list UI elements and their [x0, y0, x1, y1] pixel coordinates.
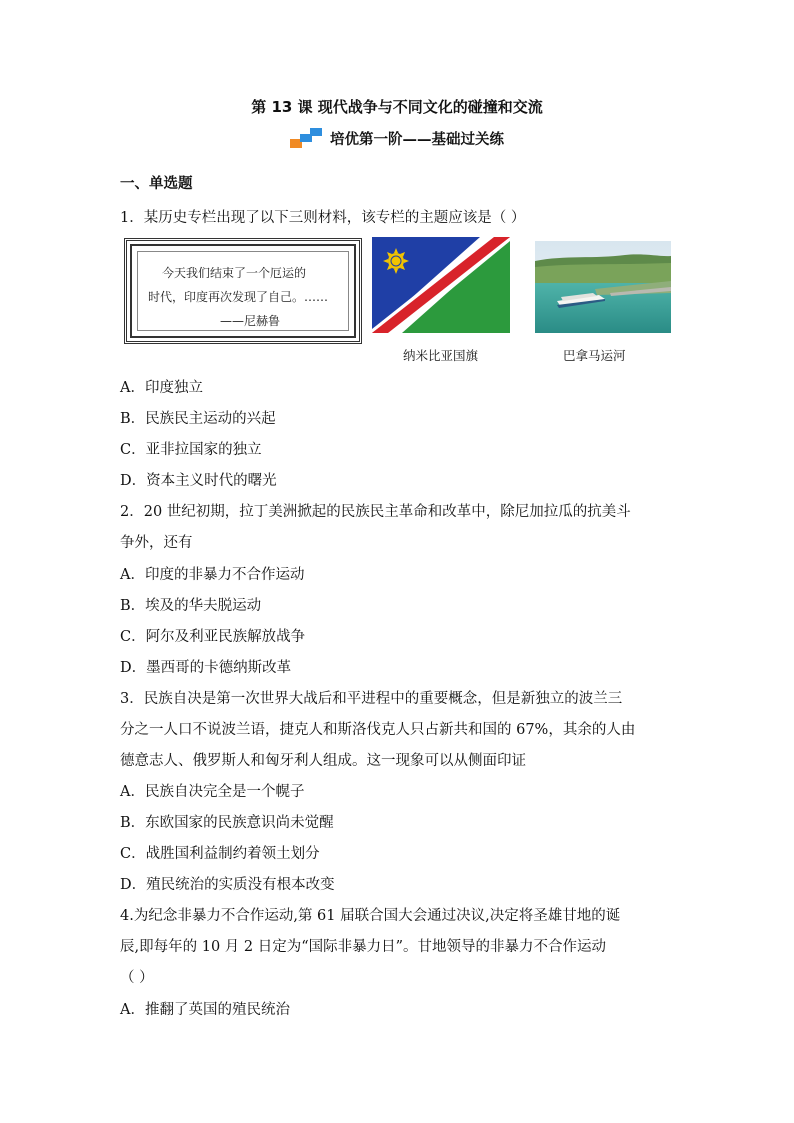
question-4-stem-line-3: （ ） [120, 970, 154, 986]
caption-panama-canal: 巴拿马运河 [563, 348, 626, 363]
question-4-option-a: A．推翻了英国的殖民统治 [120, 1002, 290, 1018]
question-2-option-d: D．墨西哥的卡德纳斯改革 [120, 660, 292, 676]
page-title: 第 13 课 现代战争与不同文化的碰撞和交流 [251, 98, 543, 116]
question-2-option-c: C．阿尔及利亚民族解放战争 [120, 629, 306, 645]
question-2-stem-line-1: 2．20 世纪初期，拉丁美洲掀起的民族民主革命和改革中，除尼加拉瓜的抗美斗 [120, 504, 631, 520]
caption-namibia-flag: 纳米比亚国旗 [403, 348, 479, 363]
question-2-option-a: A．印度的非暴力不合作运动 [120, 567, 305, 583]
question-1-option-c: C．亚非拉国家的独立 [120, 442, 262, 458]
question-3-stem-line-1: 3．民族自决是第一次世界大战后和平进程中的重要概念，但是新独立的波兰三 [120, 691, 623, 707]
question-3-option-d: D．殖民统治的实质没有根本改变 [120, 877, 335, 893]
question-3-stem-line-3: 德意志人、俄罗斯人和匈牙利人组成。这一现象可以从侧面印证 [120, 753, 526, 769]
question-1-option-a: A．印度独立 [120, 380, 203, 396]
question-3-option-c: C．战胜国利益制约着领土划分 [120, 846, 320, 862]
subtitle-text: 培优第一阶——基础过关练 [330, 132, 504, 148]
question-3-option-b: B．东欧国家的民族意识尚未觉醒 [120, 815, 334, 831]
question-4-stem-line-2: 辰,即每年的 10 月 2 日定为“国际非暴力日”。甘地领导的非暴力不合作运动 [120, 939, 607, 955]
question-3-option-a: A．民族自决完全是一个幌子 [120, 784, 305, 800]
stair-icon [290, 128, 324, 152]
panama-canal-photo [535, 241, 671, 333]
question-2-stem-line-2: 争外，还有 [120, 535, 193, 551]
namibia-flag-image [372, 237, 510, 333]
quote-line-1: 今天我们结束了一个厄运的 [162, 266, 307, 280]
question-1-option-b: B．民族民主运动的兴起 [120, 411, 276, 427]
quote-line-2: 时代，印度再次发现了自己。…… [148, 290, 329, 304]
quote-frame [137, 251, 349, 331]
subtitle [0, 128, 794, 152]
question-4-stem-line-1: 4.为纪念非暴力不合作运动,第 61 届联合国大会通过决议,决定将圣雄甘地的诞 [120, 908, 621, 924]
question-1-stem: 1．某历史专栏出现了以下三则材料，该专栏的主题应该是（ ） [120, 210, 526, 226]
question-1-option-d: D．资本主义时代的曙光 [120, 473, 277, 489]
section-heading: 一、单选题 [120, 176, 193, 192]
question-3-stem-line-2: 分之一人口不说波兰语，捷克人和斯洛伐克人只占新共和国的 67%，其余的人由 [120, 722, 636, 738]
quote-attribution: ——尼赫鲁 [220, 314, 281, 328]
question-2-option-b: B．埃及的华夫脱运动 [120, 598, 262, 614]
quote-image [124, 238, 362, 344]
